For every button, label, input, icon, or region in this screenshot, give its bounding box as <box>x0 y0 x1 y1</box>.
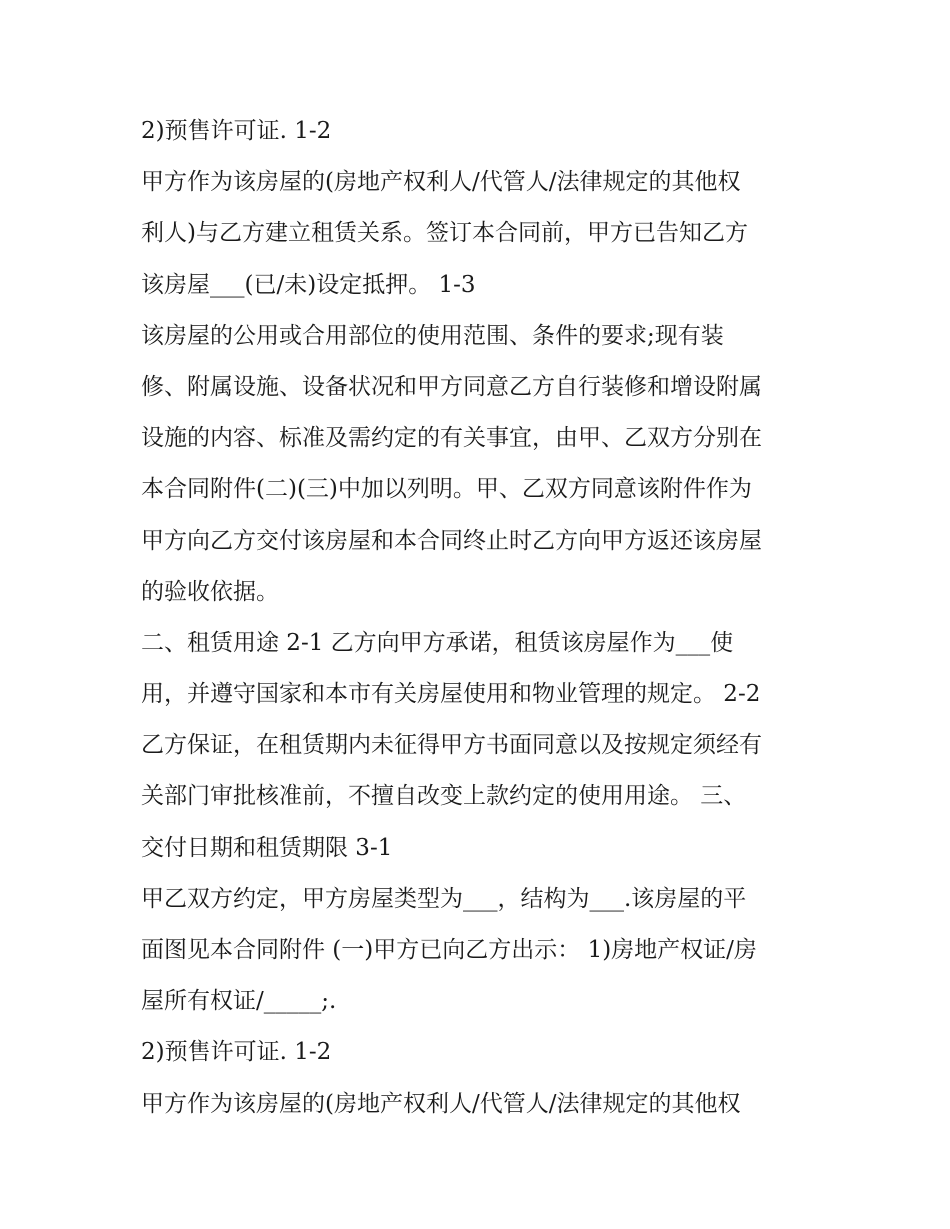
text-line: 2)预售许可证. 1-2 <box>141 118 332 144</box>
text-line: 甲方作为该房屋的(房地产权利人/代管人/法律规定的其他权 <box>141 1090 741 1117</box>
text-line: 该房屋___(已/未)设定抵押。 1-3 <box>141 271 476 298</box>
text-line: 甲方作为该房屋的(房地产权利人/代管人/法律规定的其他权 <box>141 169 741 196</box>
text-line: 乙方保证，在租赁期内未征得甲方书面同意以及按规定须经有 <box>141 732 762 759</box>
contract-text <box>141 111 831 1135</box>
text-line: 本合同附件(二)(三)中加以列明。甲、乙双方同意该附件作为 <box>141 476 752 503</box>
text-line: 面图见本合同附件 (一)甲方已向乙方出示： 1)房地产权证/房 <box>141 937 757 963</box>
text-line: 甲方向乙方交付该房屋和本合同终止时乙方向甲方返还该房屋 <box>141 527 762 554</box>
text-line: 关部门审批核准前，不擅自改变上款约定的使用用途。 三、 <box>141 783 747 810</box>
text-line: 交付日期和租赁期限 3-1 <box>141 834 393 861</box>
text-line: 用，并遵守国家和本市有关房屋使用和物业管理的规定。 2-2 <box>141 681 761 708</box>
text-line: 二、租赁用途 2-1 乙方向甲方承诺，租赁该房屋作为___使 <box>141 629 734 656</box>
text-line: 的验收依据。 <box>141 578 279 605</box>
text-line: 2)预售许可证. 1-2 <box>141 1039 332 1066</box>
text-line: 利人)与乙方建立租赁关系。签订本合同前，甲方已告知乙方 <box>141 220 748 247</box>
text-line: 屋所有权证/_____;. <box>141 988 337 1015</box>
text-line: 修、附属设施、设备状况和甲方同意乙方自行装修和增设附属 <box>141 373 762 400</box>
text-line: 设施的内容、标准及需约定的有关事宜，由甲、乙双方分别在 <box>141 425 762 452</box>
text-line: 该房屋的公用或合用部位的使用范围、条件的要求;现有装 <box>141 322 724 349</box>
text-line: 甲乙双方约定，甲方房屋类型为___，结构为___.该房屋的平 <box>141 885 747 912</box>
